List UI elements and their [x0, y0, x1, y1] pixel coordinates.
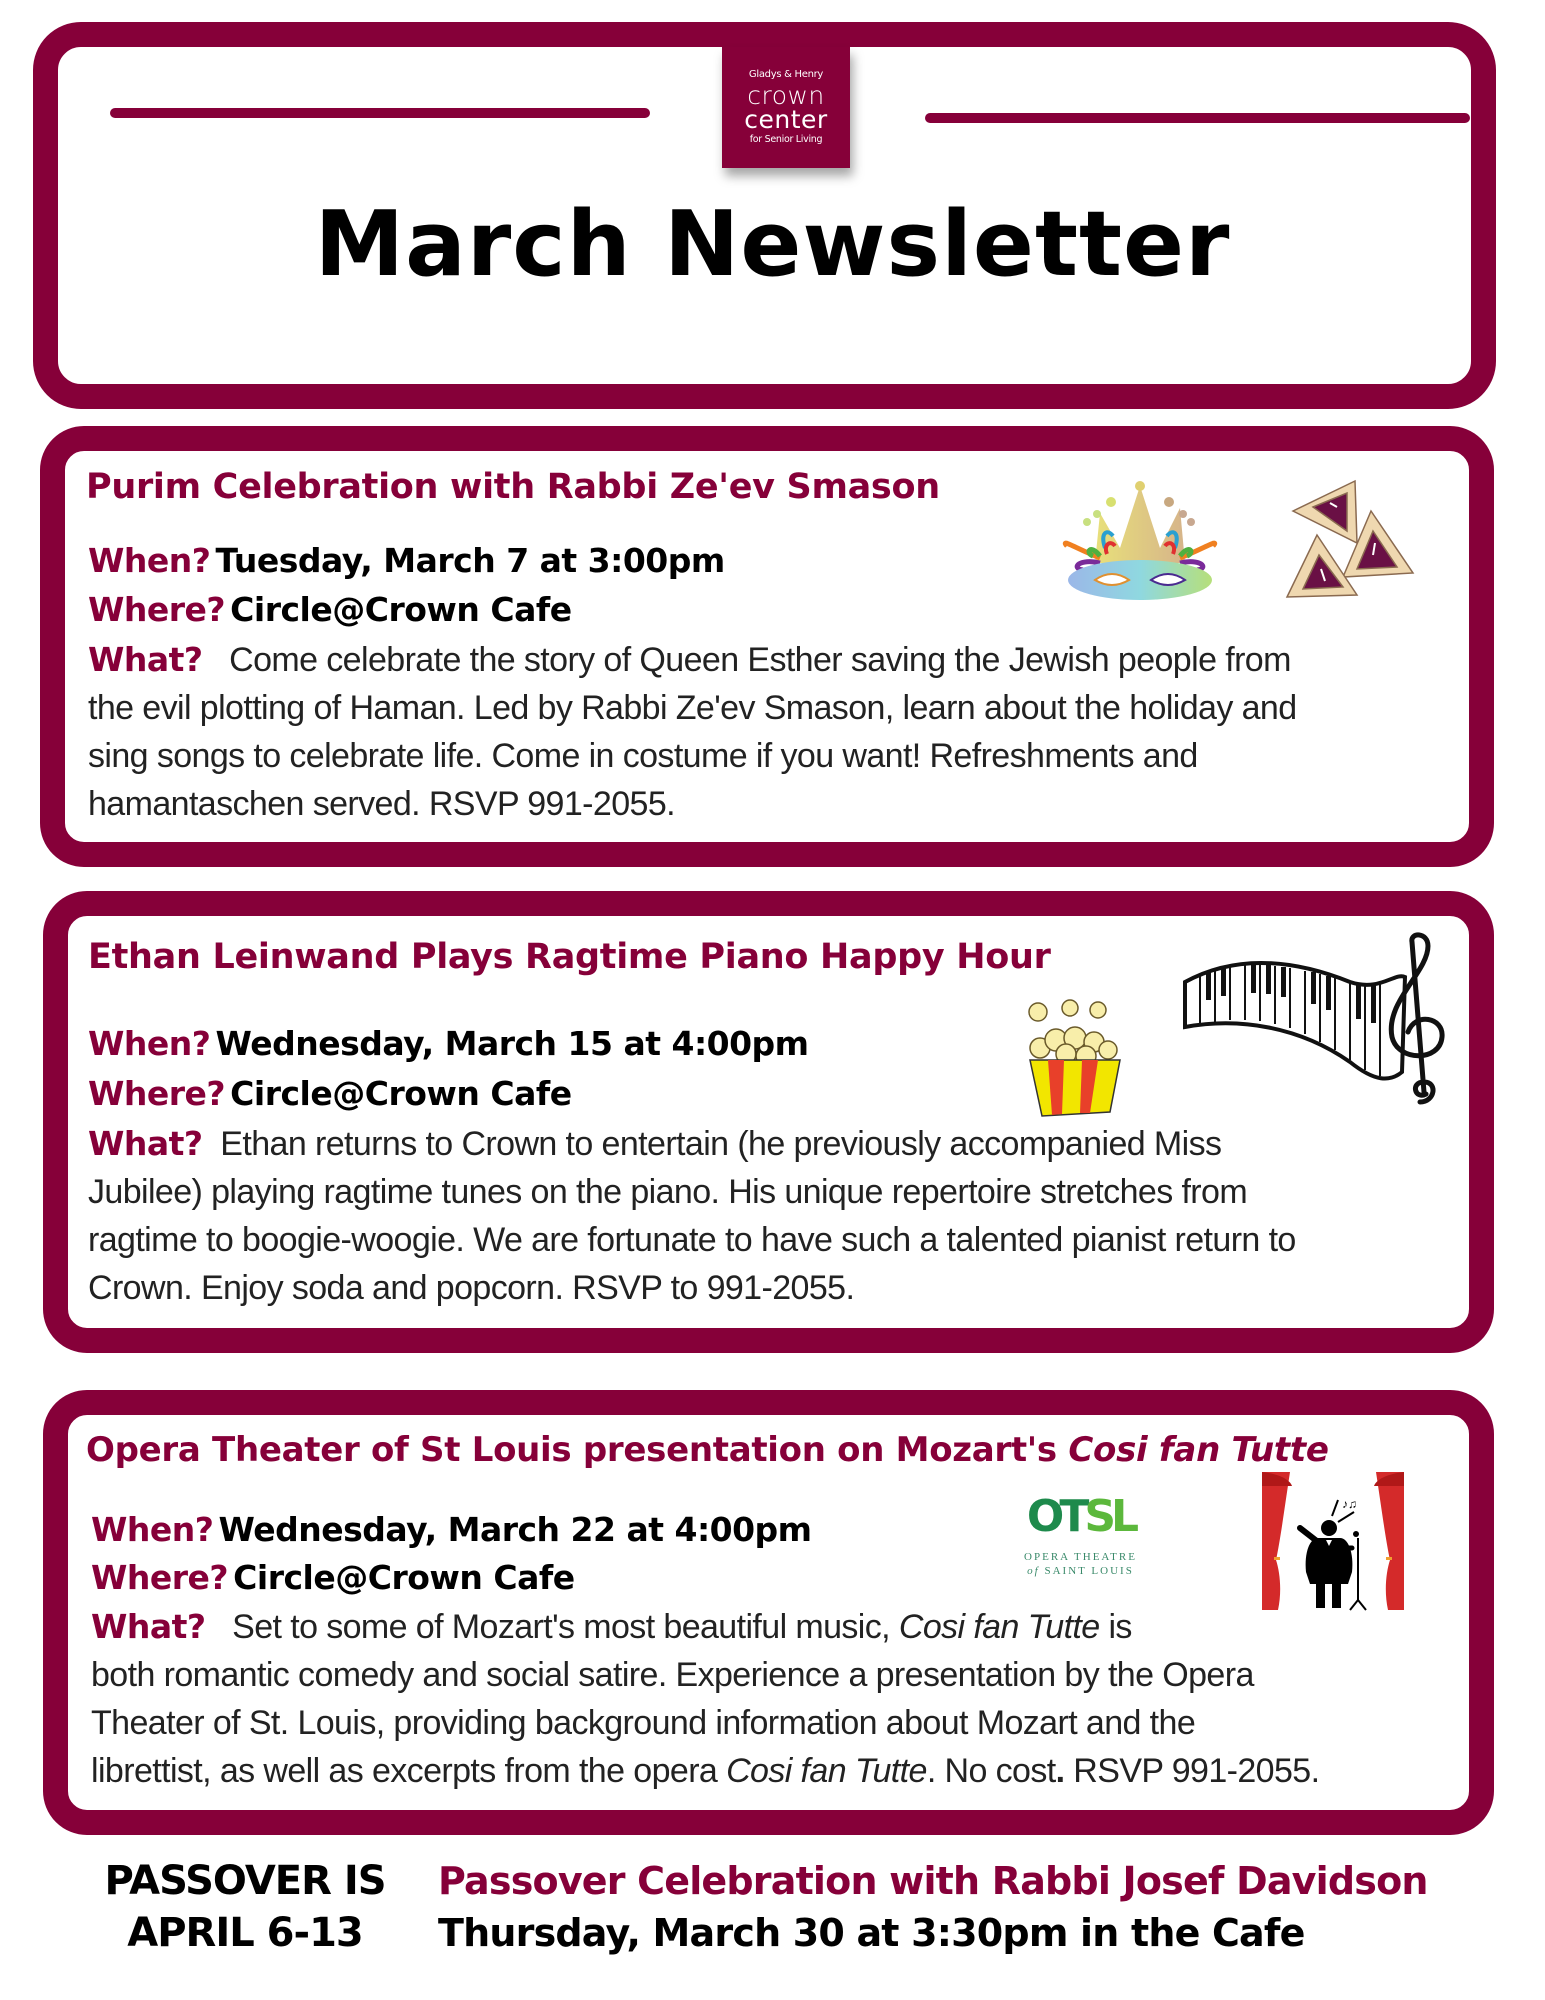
decorative-rule-right: [925, 113, 1470, 123]
event-when: [88, 541, 725, 580]
description-text: RSVP 991-2055.: [1064, 1752, 1320, 1790]
passover-line-2: APRIL 6-13: [127, 1910, 363, 1956]
when-label: When?: [91, 1510, 214, 1549]
description-line: ragtime to boogie-woogie. We are fortunate to have such a talented pianist return to: [88, 1221, 1296, 1259]
event-where: [88, 590, 572, 629]
event-description: [88, 636, 1478, 828]
where-label: Where?: [88, 1074, 226, 1113]
description-bold: .: [1055, 1752, 1065, 1790]
passover-line-1: PASSOVER IS: [104, 1858, 386, 1904]
decorative-rule-left: [110, 108, 650, 118]
when-value: Tuesday, March 7 at 3:00pm: [215, 541, 725, 580]
otsl-mark: OTSL: [1026, 1491, 1135, 1542]
where-label: Where?: [88, 590, 226, 629]
popcorn-icon: [1020, 998, 1130, 1118]
hamantaschen-icon: [1285, 473, 1415, 603]
description-text: is: [1099, 1608, 1132, 1646]
page-title: March Newsletter: [314, 192, 1231, 297]
event-title: Ethan Leinwand Plays Ragtime Piano Happy Hour: [88, 937, 1051, 977]
passover-dates: [95, 1855, 395, 1959]
what-label: What?: [88, 1124, 203, 1163]
description-line: both romantic comedy and social satire. Experience a presentation by the Opera: [91, 1656, 1254, 1694]
event-title: Purim Celebration with Rabbi Ze'ev Smason: [86, 467, 940, 507]
logo-line-3: center: [744, 105, 828, 135]
piano-keys-treble-clef-icon: [1180, 932, 1450, 1112]
description-line: sing songs to celebrate life. Come in costume if you want! Refreshments and: [88, 737, 1198, 775]
otsl-of: of: [1027, 1565, 1040, 1577]
description-text: Set to some of Mozart's most beautiful music,: [232, 1608, 899, 1646]
event-title-text: Opera Theater of St Louis presentation on Mozart's: [86, 1430, 1069, 1470]
description-line: hamantaschen served. RSVP 991-2055.: [88, 785, 675, 823]
what-label: What?: [91, 1607, 206, 1646]
logo-line-4: for Senior Living: [749, 134, 823, 146]
when-label: When?: [88, 541, 211, 580]
where-value: Circle@Crown Cafe: [230, 1074, 572, 1113]
description-line: Ethan returns to Crown to entertain (he previously accompanied Miss: [220, 1125, 1222, 1163]
passover-event-title: Passover Celebration with Rabbi Josef Davidson: [438, 1859, 1428, 1903]
description-line: Theater of St. Louis, providing background information about Mozart and the: [91, 1704, 1196, 1742]
description-text: . No cost: [926, 1752, 1056, 1790]
event-title: [86, 1430, 1329, 1470]
event-where: [91, 1558, 575, 1597]
logo-line-2: crown: [747, 81, 825, 111]
otsl-logo: [1018, 1491, 1143, 1577]
otsl-line-1: OPERA THEATRE: [1024, 1551, 1137, 1563]
svg-text:♪♫: ♪♫: [1342, 1497, 1357, 1511]
logo-line-1: Gladys & Henry: [748, 69, 824, 81]
event-description: [88, 1120, 1478, 1312]
when-value: Wednesday, March 15 at 4:00pm: [215, 1024, 809, 1063]
description-text: librettist, as well as excerpts from the opera: [91, 1752, 727, 1790]
opera-singer-stage-icon: [1262, 1472, 1404, 1612]
event-when: [91, 1510, 812, 1549]
purim-mask-crown-icon: [1045, 478, 1235, 603]
description-line: Come celebrate the story of Queen Esther saving the Jewish people from: [229, 641, 1291, 679]
passover-event-details: Thursday, March 30 at 3:30pm in the Cafe: [438, 1911, 1305, 1955]
crown-center-logo: [722, 47, 850, 168]
event-when: [88, 1024, 809, 1063]
passover-event: [438, 1855, 1428, 1959]
where-label: Where?: [91, 1558, 229, 1597]
what-label: What?: [88, 640, 203, 679]
where-value: Circle@Crown Cafe: [230, 590, 572, 629]
event-where: [88, 1074, 572, 1113]
description-italic: Cosi fan Tutte: [898, 1608, 1100, 1646]
description-line: Crown. Enjoy soda and popcorn. RSVP to 991-2055.: [88, 1269, 855, 1307]
description-italic: Cosi fan Tutte: [726, 1752, 927, 1790]
when-label: When?: [88, 1024, 211, 1063]
event-description: [91, 1603, 1481, 1795]
where-value: Circle@Crown Cafe: [233, 1558, 575, 1597]
description-line: the evil plotting of Haman. Led by Rabbi Ze'ev Smason, learn about the holiday and: [88, 689, 1297, 727]
when-value: Wednesday, March 22 at 4:00pm: [218, 1510, 812, 1549]
description-line: Jubilee) playing ragtime tunes on the piano. His unique repertoire stretches from: [88, 1173, 1248, 1211]
otsl-saint-louis: SAINT LOUIS: [1044, 1565, 1134, 1577]
event-title-italic: Cosi fan Tutte: [1068, 1430, 1329, 1470]
otsl-line-2: [1018, 1565, 1143, 1577]
